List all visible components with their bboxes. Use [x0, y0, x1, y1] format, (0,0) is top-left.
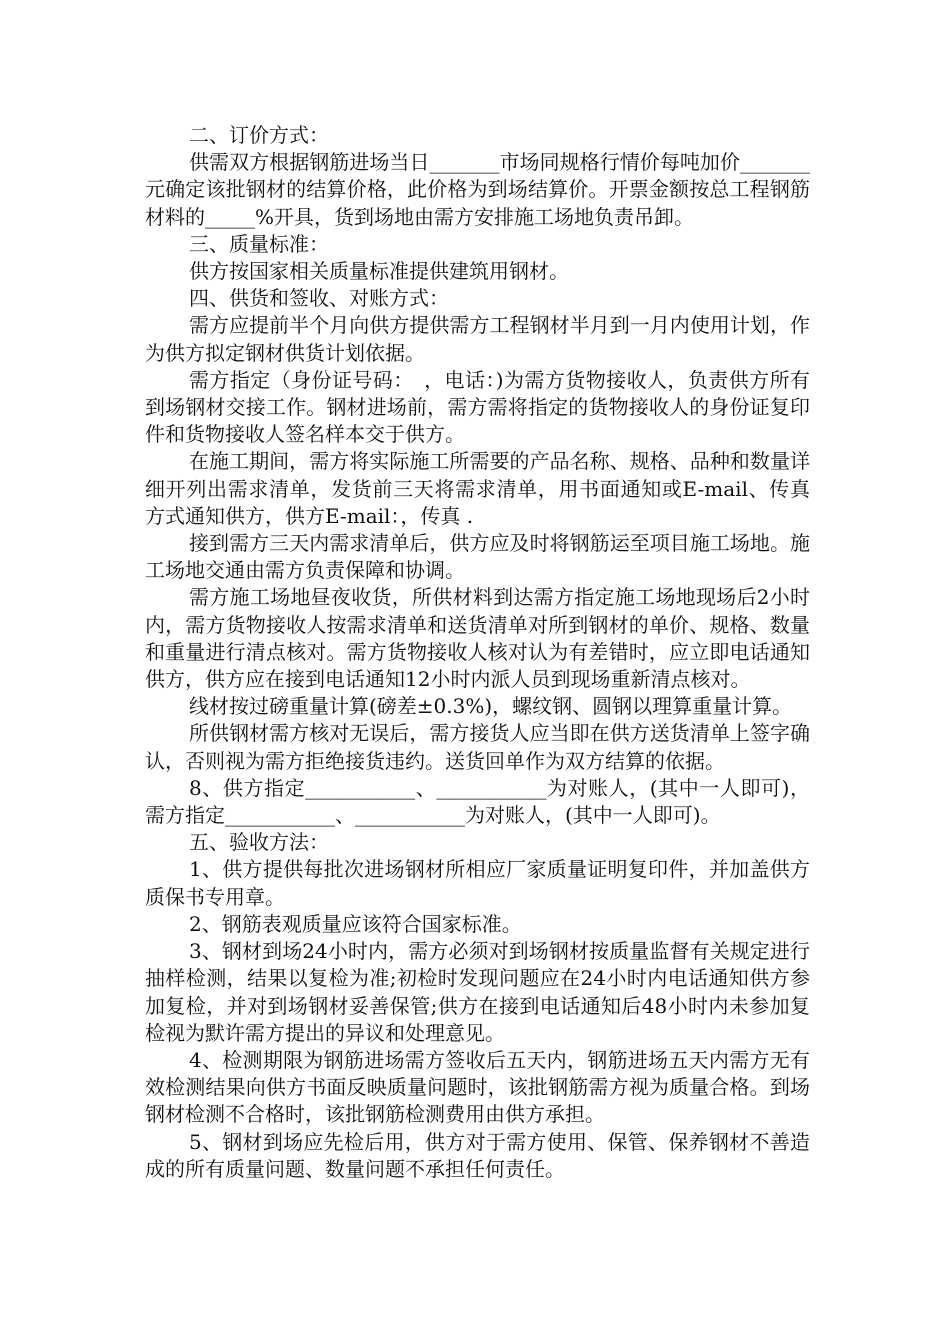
section-heading-quality: 三、质量标准：: [189, 231, 329, 256]
inspection-item-4: 4、检测期限为钢筋进场需方签收后五天内，钢筋进场五天内需方无有效检测结果向供方书面反映质量问题时，该批钢筋需方视为质量合格。到场钢材检测不合格时，该批钢筋检测费用由供方承担。: [145, 1047, 810, 1127]
signing-paragraph: 所供钢材需方核对无误后，需方接货人应当即在供方送货清单上签字确认，否则视为需方拒绝接货违约。送货回单作为双方结算的依据。: [145, 721, 810, 773]
section-heading-pricing: 二、订价方式：: [189, 123, 329, 147]
delivery-plan-paragraph: 需方应提前半个月向供方提供需方工程钢材半月到一月内使用计划，作为供方拟定钢材供货计划依据。: [145, 313, 810, 365]
section-heading-inspection: 五、验收方法：: [189, 830, 329, 855]
reconciliation-paragraph: 8、供方指定___________、___________为对账人，(其中一人即可)，需方指定___________、___________为对账人，(其中一人即可)。: [145, 775, 810, 828]
pricing-paragraph: 供需双方根据钢筋进场当日_______市场同规格行情价每吨加价_______元确定该批钢材的结算价格，此价格为到场结算价。开票金额按总工程钢筋材料的_____%开具，货到场地由需方安排施工场地负责吊卸。: [145, 150, 810, 229]
receiver-paragraph: 需方指定（身份证号码： ，电话：)为需方货物接收人，负责供方所有到场钢材交接工作。钢材进场前，需方需将指定的货物接收人的身份证复印件和货物接收人签名样本交于供方。: [145, 367, 810, 447]
section-heading-delivery: 四、供货和签收、对账方式：: [189, 286, 449, 311]
inspection-item-3: 3、钢材到场24小时内，需方必须对到场钢材按质量监督有关规定进行抽样检测，结果以复检为准;初检时发现问题应在24小时内电话通知供方参加复检，并对到场钢材妥善保管;供方在接到电话通知后48小时内未参加复检视为默许需方提出的异议和处理意见。: [145, 939, 810, 1045]
weight-paragraph: 线材按过磅重量计算(磅差±0.3%)，螺纹钢、圆钢以理算重量计算。: [189, 694, 793, 719]
document-page: [145, 122, 810, 1183]
inspection-item-1: 1、供方提供每批次进场钢材所相应厂家质量证明复印件，并加盖供方质保书专用章。: [145, 857, 810, 909]
inspection-item-5: 5、钢材到场应先检后用，供方对于需方使用、保管、保养钢材不善造成的所有质量问题、数量问题不承担任何责任。: [145, 1129, 810, 1181]
receiving-check-paragraph: 需方施工场地昼夜收货，所供材料到达需方指定施工场地现场后2小时内，需方货物接收人按需求清单和送货清单对所到钢材的单价、规格、数量和重量进行清点核对。需方货物接收人核对认为有差错时，应立即电话通知供方，供方应在接到电话通知12小时内派人员到现场重新清点核对。: [145, 585, 810, 692]
demand-list-paragraph: 在施工期间，需方将实际施工所需要的产品名称、规格、品种和数量详细开列出需求清单，发货前三天将需求清单，用书面通知或E-mail、传真方式通知供方，供方E-mail：，传真 .: [145, 449, 810, 528]
quality-paragraph: 供方按国家相关质量标准提供建筑用钢材。: [189, 259, 569, 284]
transport-paragraph: 接到需方三天内需求清单后，供方应及时将钢筋运至项目施工场地。施工场地交通由需方负责保障和协调。: [145, 531, 810, 583]
inspection-item-2: 2、钢筋表观质量应该符合国家标准。: [189, 911, 522, 936]
